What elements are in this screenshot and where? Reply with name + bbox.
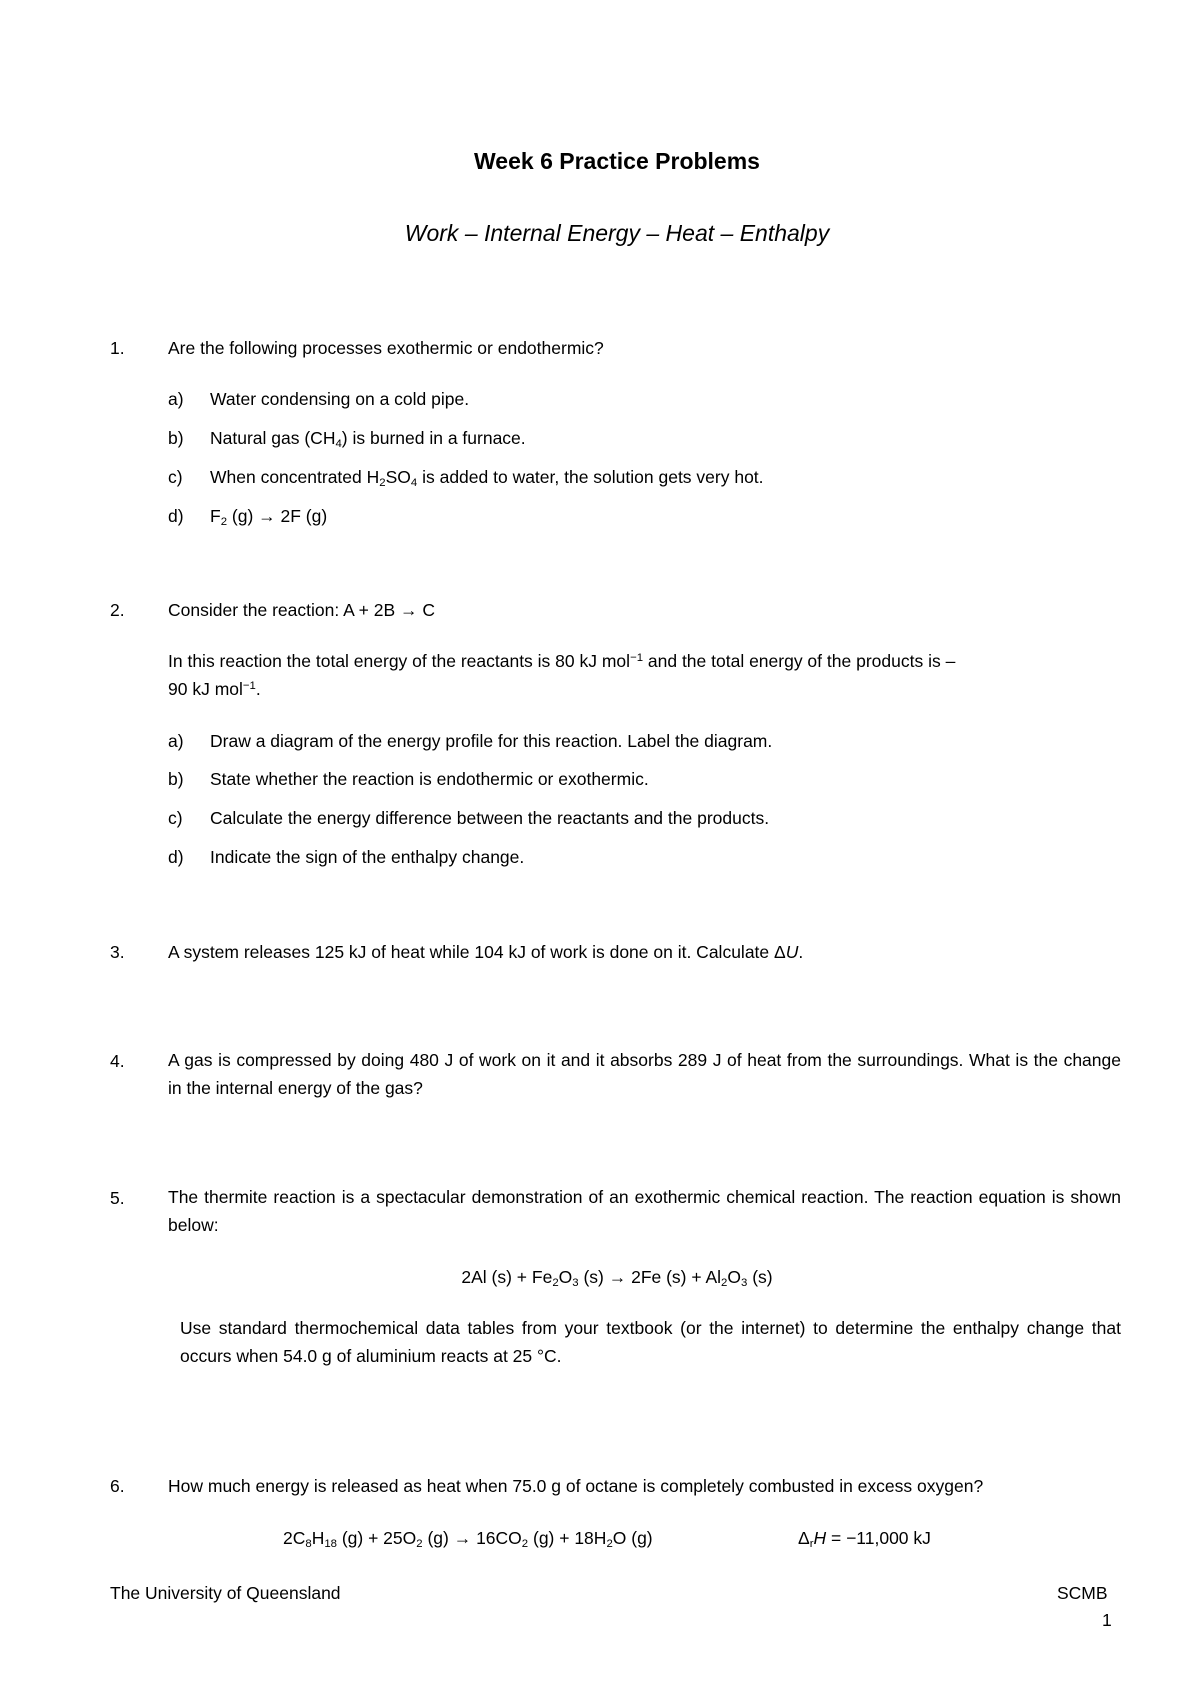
q2-number: 2.	[110, 600, 125, 620]
q2b-text: State whether the reaction is endothermic or exothermic.	[210, 769, 649, 789]
page-number: 1	[1102, 1610, 1112, 1630]
q1a-letter: a)	[168, 389, 184, 409]
q2-text: Consider the reaction: A + 2B → C	[168, 600, 436, 620]
q1-number: 1.	[110, 338, 125, 358]
q2a-text: Draw a diagram of the energy profile for this reaction. Label the diagram.	[210, 731, 773, 751]
q2a-letter: a)	[168, 731, 184, 751]
q6-text: How much energy is released as heat when 75.0 g of octane is completely combusted in excess oxygen?	[168, 1476, 984, 1496]
q2d-letter: d)	[168, 847, 184, 867]
q1c-text: When concentrated $H_2SO_4$ is added to water, the solution gets very hot.	[210, 467, 764, 489]
q3-text: A system releases 125 kJ of heat while 104 kJ of work is done on it. Calculate ΔU.	[168, 942, 804, 962]
q3-number: 3.	[110, 942, 125, 962]
q2-para-line2: 90 kJ mol$^{-1}$.	[168, 679, 261, 699]
q1b-text: Natural gas $(CH_4)$ is burned in a furnace.	[210, 428, 526, 450]
page-subtitle: Work – Internal Energy – Heat – Enthalpy	[404, 220, 830, 246]
q2d-text: Indicate the sign of the enthalpy change.	[210, 847, 525, 867]
q1b-letter: b)	[168, 428, 184, 448]
q5-text: The thermite reaction is a spectacular demonstration of an exothermic chemical reaction. The reaction equation is shown below:	[168, 1187, 1121, 1235]
q5-number: 5.	[110, 1188, 125, 1208]
q4-text: A gas is compressed by doing 480 J of work on it and it absorbs 289 J of heat from the surroundings. What is the change in the internal energy of the gas?	[168, 1050, 1121, 1098]
q2b-letter: b)	[168, 769, 184, 789]
q1c-letter: c)	[168, 467, 183, 487]
q5-equation: 2Al $(s) + Fe_2O_3$ (s) → 2Fe $(s) + Al_2O_3$ (s)	[461, 1267, 773, 1289]
q6-enthalpy-value: $\Delta_rH = -11,000$ kJ	[798, 1528, 931, 1550]
page-title: Week 6 Practice Problems	[474, 148, 760, 174]
q2-para-line1: In this reaction the total energy of the reactants is 80 kJ mol$^{-1}$ and the total energy of the products is –	[168, 651, 956, 671]
q1d-letter: d)	[168, 506, 184, 526]
q6-number: 6.	[110, 1476, 125, 1496]
q1a-text: Water condensing on a cold pipe.	[210, 389, 470, 409]
q2c-letter: c)	[168, 808, 183, 828]
q1d-text: $F_2$ (g) → 2F (g)	[210, 506, 328, 528]
footer-department: SCMB	[1057, 1583, 1108, 1603]
q4-number: 4.	[110, 1051, 125, 1071]
q6-equation: $2C_8H_{18}$ $(g) + 25O_2$ $(g) \to 16CO_2$ $(g) + 18H_2O$ (g)	[283, 1528, 653, 1550]
q5-instructions: Use standard thermochemical data tables from your textbook (or the internet) to determine the enthalpy change that occurs when 54.0 g of aluminium reacts at 25 °C.	[180, 1318, 1121, 1366]
footer-university: The University of Queensland	[110, 1583, 341, 1603]
q2c-text: Calculate the energy difference between the reactants and the products.	[210, 808, 770, 828]
q1-text: Are the following processes exothermic or endothermic?	[168, 338, 604, 358]
